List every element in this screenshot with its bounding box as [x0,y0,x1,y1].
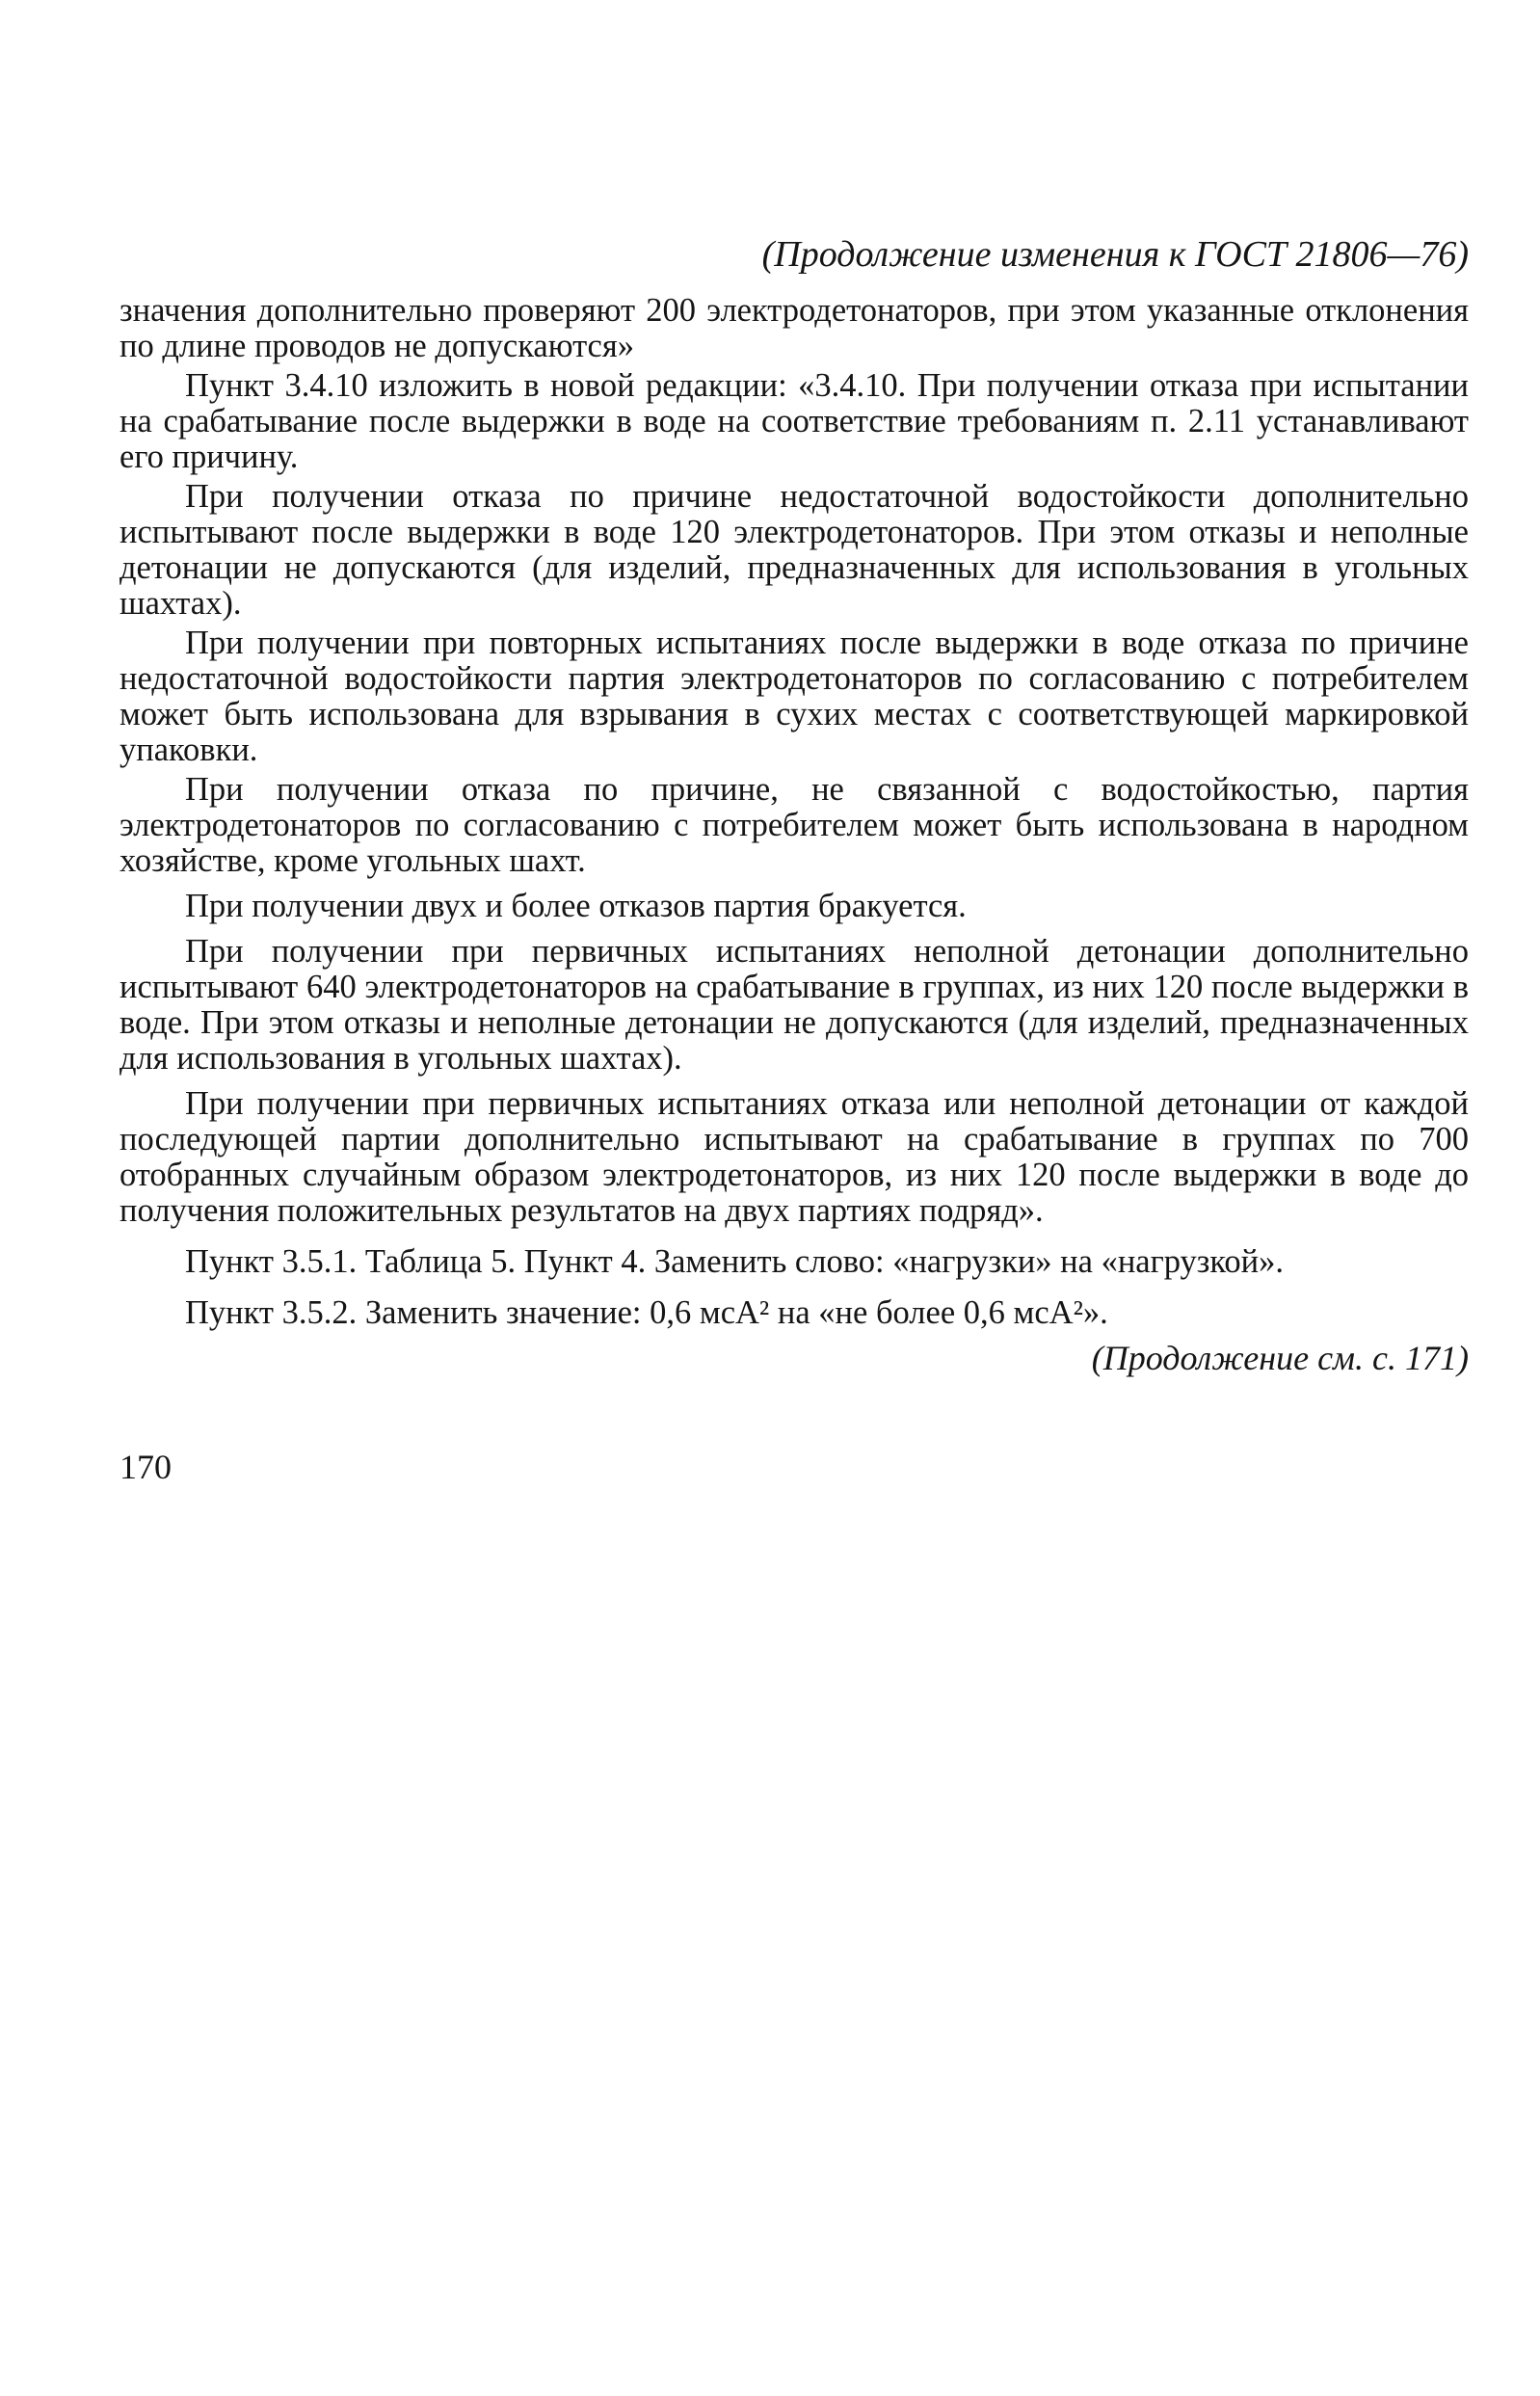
paragraph-item-3-4-10: Пункт 3.4.10 изложить в новой редакции: «3.4.10. При получении отказа при испытании на срабатывание после выдержки в воде на соответствие требованиям п. 2.11 устанавливают его причину. [119,367,1469,475]
paragraph-continuation: значения дополнительно проверяют 200 электродетонаторов, при этом указанные отклонения по длине проводов не допускаются» [119,292,1469,364]
paragraph-water-resistance: При получении отказа по причине недостаточной водостойкости дополнительно испытывают после выдержки в воде 120 электродетонаторов. При этом отказы и неполные детонации не допускаются (для изделий, предназначенных для использования в угольных шахтах). [119,478,1469,622]
paragraph-incomplete-detonation: При получении при первичных испытаниях неполной детонации дополнительно испытывают 640 электродетонаторов на срабатывание в группах, из них 120 после выдержки в воде. При этом отказы и неполные детонации не допускаются (для изделий, предназначенных для использования в угольных шахтах). [119,933,1469,1077]
paragraph-other-cause: При получении отказа по причине, не связанной с водостойкостью, партия электродетонаторов по согласованию с потребителем может быть использована в народном хозяйстве, кроме угольных шахт. [119,771,1469,879]
continuation-note: (Продолжение см. с. 171) [1091,1339,1469,1377]
paragraph-item-3-5-1: Пункт 3.5.1. Таблица 5. Пункт 4. Заменить слово: «нагрузки» на «нагрузкой». [185,1243,1285,1280]
paragraph-two-failures: При получении двух и более отказов партия бракуется. [185,888,967,924]
paragraph-repeat-tests: При получении при повторных испытаниях после выдержки в воде отказа по причине недостаточной водостойкости партия электродетонаторов по согласованию с потребителем может быть использована для взрывания в сухих местах с соответствующей маркировкой упаковки. [119,625,1469,768]
paragraph-subsequent-batches: При получении при первичных испытаниях отказа или неполной детонации от каждой последующей партии дополнительно испытывают на срабатывание в группах по 700 отобранных случайным образом электродетонаторов, из них 120 после выдержки в воде до получения положительных результатов на двух партиях подряд». [119,1085,1469,1229]
page-number: 170 [119,1448,172,1486]
paragraph-item-3-5-2: Пункт 3.5.2. Заменить значение: 0,6 мсА² на «не более 0,6 мсА²». [185,1294,1108,1331]
document-page [119,235,1469,1377]
page-header: (Продолжение изменения к ГОСТ 21806—76) [761,234,1469,275]
